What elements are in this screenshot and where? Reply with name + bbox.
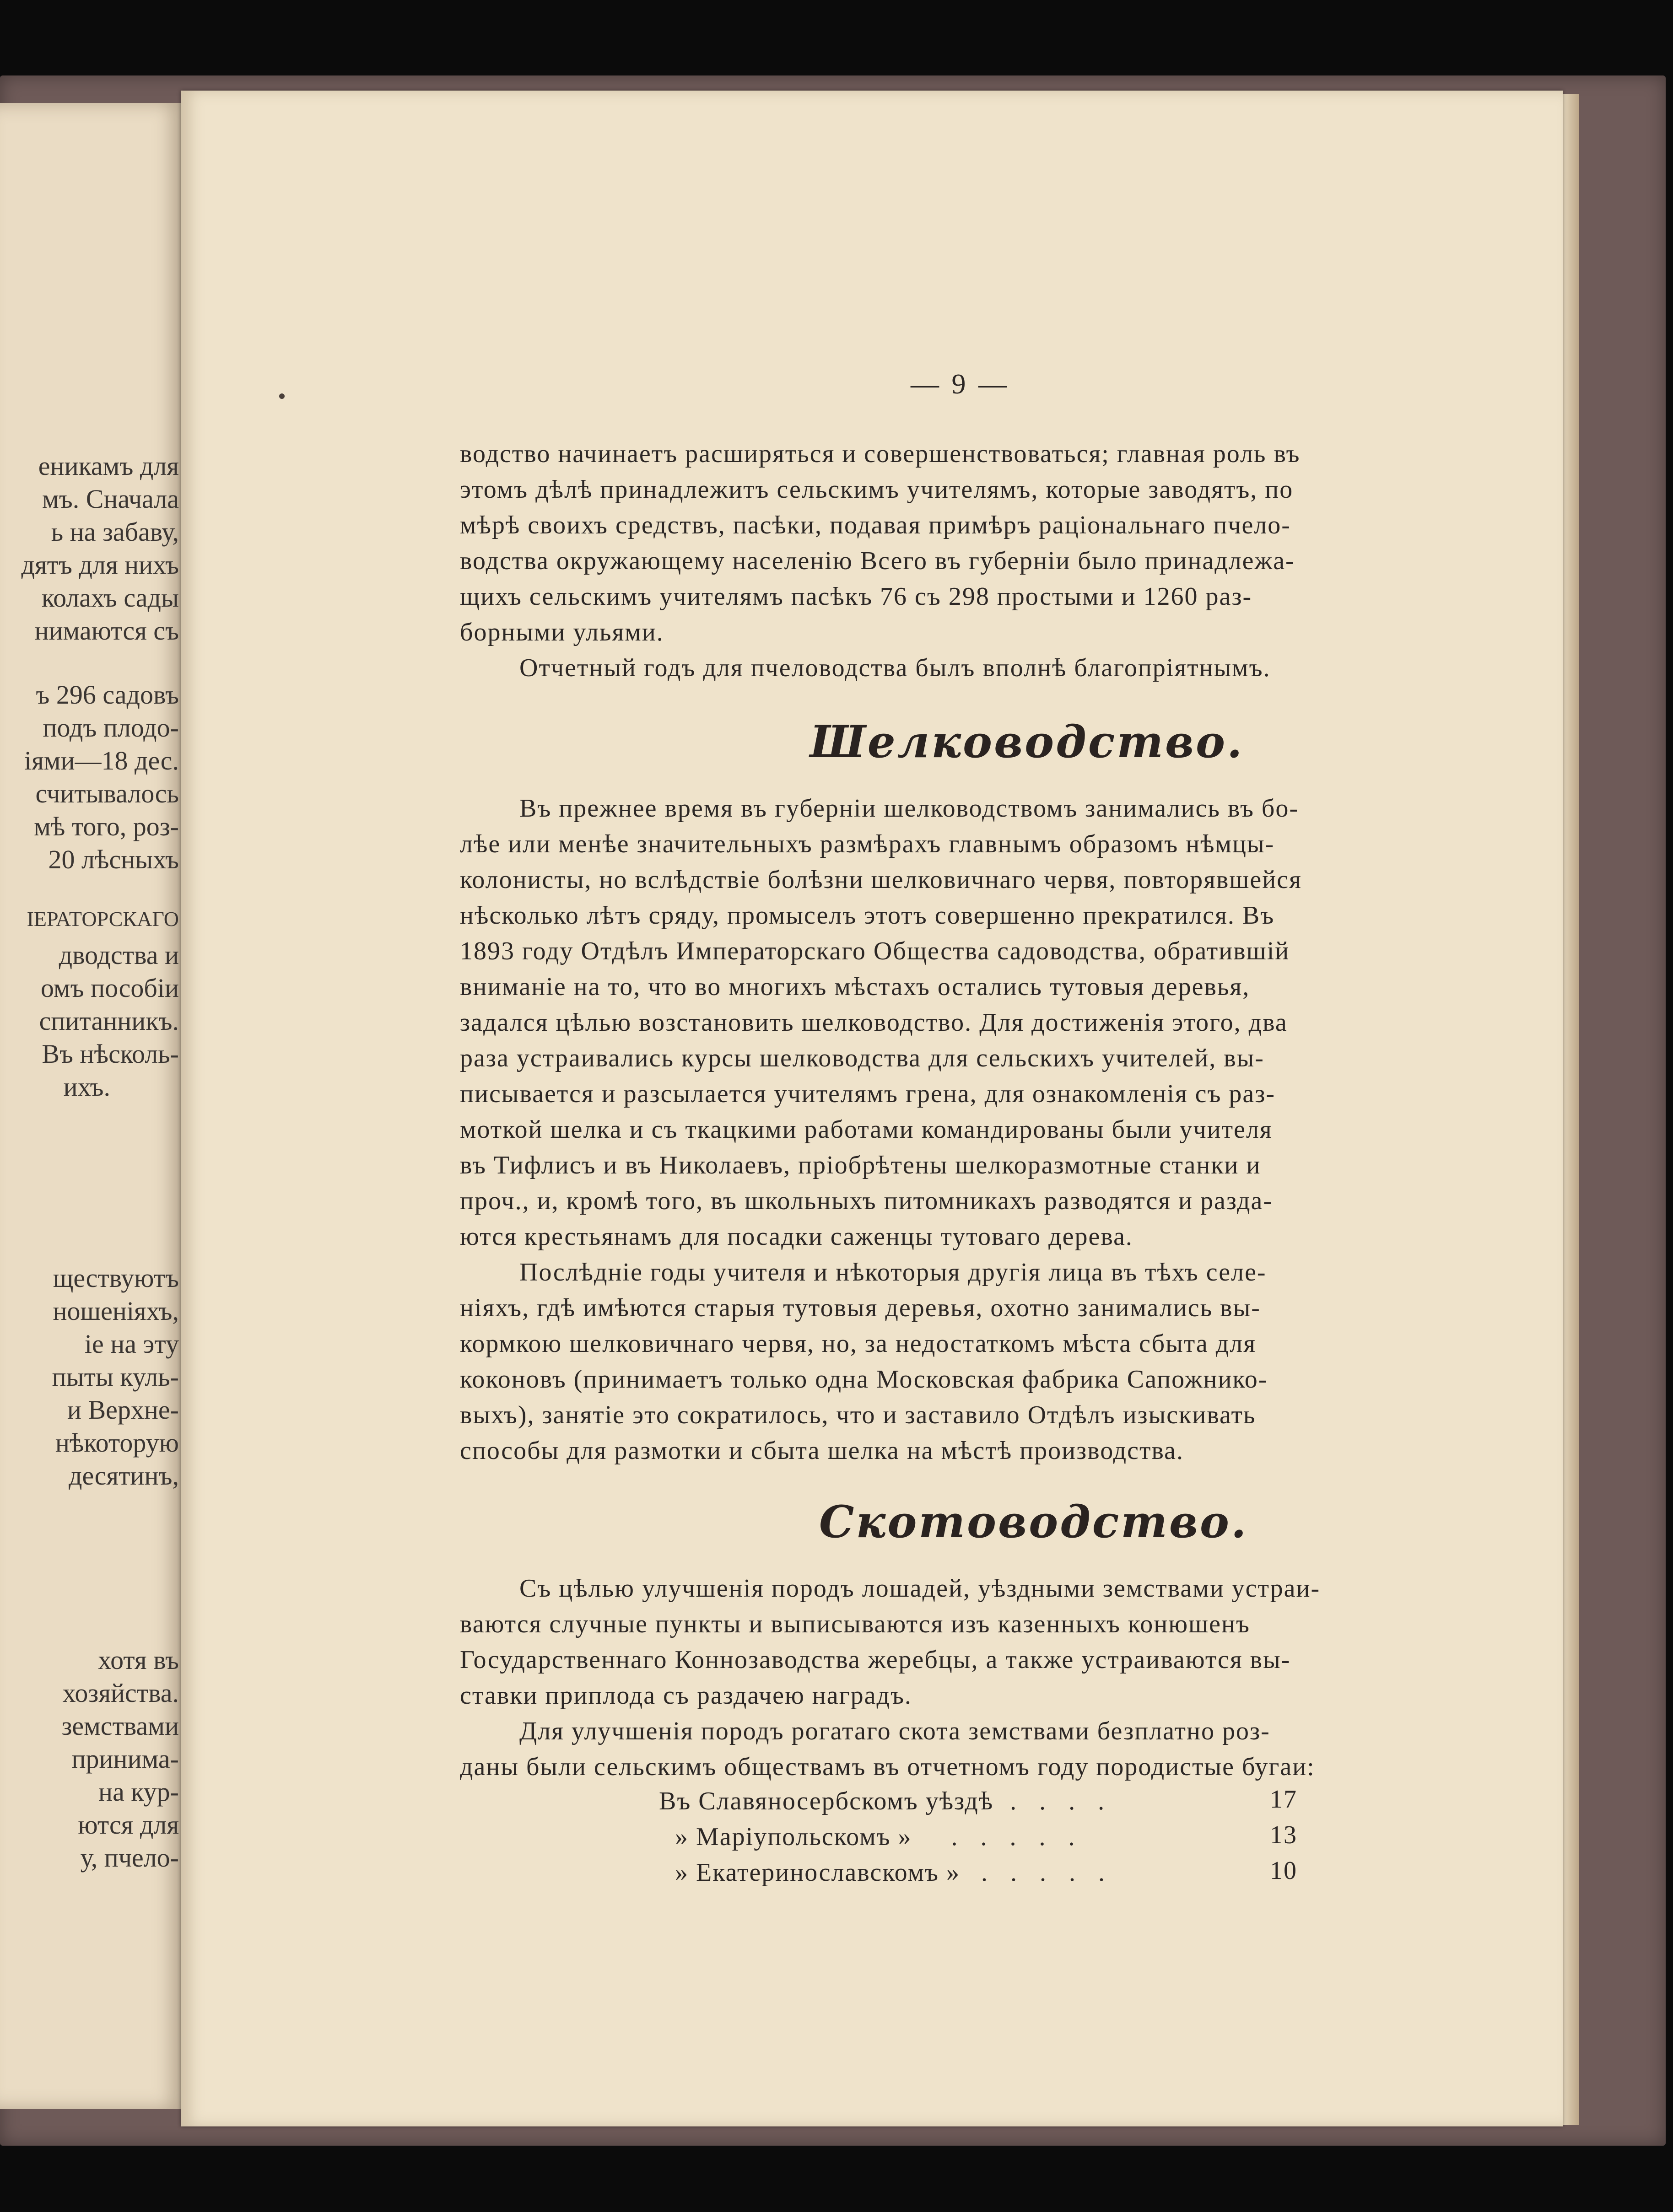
left-line: ъ 296 садовъ [36,680,179,710]
text-line: Послѣдніе годы учителя и нѣкоторыя другія лица въ тѣхъ селе- [519,1258,1267,1286]
left-line: хотя въ [98,1645,179,1675]
left-line: десятинъ, [68,1461,179,1491]
text-line: кормкою шелковичнаго червя, но, за недостаткомъ мѣста сбыта для [460,1329,1256,1358]
left-line: нѣкоторую [55,1428,179,1458]
page-number: — 9 — [911,369,1009,400]
left-line: хозяйства. [62,1678,179,1708]
district-name: » Маріупольскомъ » [675,1823,912,1851]
text-line: лѣе или менѣе значительныхъ размѣрахъ главнымъ образомъ нѣмцы- [460,830,1275,858]
text-line: водство начинаетъ расширяться и совершенствоваться; главная роль въ [460,440,1301,468]
left-line: мѣ того, роз- [34,812,179,841]
left-line: ются для [78,1810,179,1840]
text-line: проч., и, кромѣ того, въ школьныхъ питомникахъ разводятся и разда- [460,1187,1273,1215]
text-line: этомъ дѣлѣ принадлежитъ сельскимъ учителямъ, которые заводятъ, по [460,475,1294,504]
bull-count: 13 [1270,1821,1297,1849]
left-line: 20 лѣсныхъ [48,845,179,874]
left-line: спитанникъ. [39,1006,179,1036]
left-line: ихъ. [63,1072,110,1102]
left-line: ществуютъ [53,1263,179,1293]
left-line: колахъ сады [41,583,179,613]
text-line: ніяхъ, гдѣ имѣются старыя тутовыя деревья, охотно занимались вы- [460,1294,1261,1322]
text-line: выхъ), занятіе это сократилось, что и заставило Отдѣлъ изыскивать [460,1401,1256,1429]
table-row [659,1787,1112,1816]
text-line: Государственнаго Коннозаводства жеребцы, а также устраиваются вы- [460,1646,1291,1674]
left-line: мъ. Сначала [42,484,179,514]
text-line: способы для размотки и сбыта шелка на мѣстѣ производства. [460,1437,1184,1465]
text-line: коконовъ (принимаетъ только одна Московская фабрика Сапожнико- [460,1365,1268,1394]
left-line: пыты куль- [52,1362,179,1392]
left-line: считывалось [35,779,179,808]
leader-dots: . . . . . [951,1823,1083,1851]
right-page [181,91,1563,2126]
district-name: » Екатеринославскомъ » [675,1858,960,1887]
left-line: дводства и [59,940,179,970]
left-line: ІЕРАТОРСКАГО [27,907,179,931]
leader-dots: . . . . . [981,1858,1113,1887]
text-line: моткой шелка и съ ткацкими работами командированы были учителя [460,1115,1273,1144]
section-heading-silk: Шелководство. [810,716,1244,768]
left-line: земствами [61,1711,179,1741]
left-line: нимаются съ [34,616,179,646]
ink-dot [279,393,285,399]
text-line: Съ цѣлью улучшенія породъ лошадей, уѣздными земствами устраи- [519,1574,1321,1603]
text-line: ставки приплода съ раздачею наградъ. [460,1681,912,1710]
left-line: подъ плодо- [43,713,179,743]
left-line: омъ пособіи [41,973,179,1003]
left-line: Въ нѣсколь- [42,1039,179,1069]
text-line: въ Тифлисъ и въ Николаевъ, пріобрѣтены шелкоразмотные станки и [460,1151,1261,1179]
text-line: мѣрѣ своихъ средствъ, пасѣки, подавая примѣръ раціональнаго пчело- [460,511,1291,539]
bull-count: 10 [1270,1857,1297,1885]
text-line: нѣсколько лѣтъ сряду, промыселъ этотъ совершенно прекратился. Въ [460,901,1275,930]
table-row [675,1822,1083,1851]
text-line: раза устраивались курсы шелководства для сельскихъ учителей, вы- [460,1044,1264,1072]
text-line: вниманіе на то, что во многихъ мѣстахъ остались тутовыя деревья, [460,973,1250,1001]
text-line: 1893 году Отдѣлъ Императорскаго Общества садоводства, обратившій [460,937,1290,965]
left-line: у, пчело- [80,1843,179,1873]
text-line: писывается и разсылается учителямъ грена, для ознакомленія съ раз- [460,1080,1276,1108]
left-line: и Верхне- [67,1395,179,1425]
left-page [0,103,185,2109]
text-line: ются крестьянамъ для посадки саженцы тутоваго дерева. [460,1222,1133,1251]
text-line: ваются случные пункты и выписываются изъ казенныхъ конюшенъ [460,1610,1250,1638]
text-line: задался цѣлью возстановить шелководство. Для достиженія этого, два [460,1008,1288,1037]
left-line: дятъ для нихъ [21,550,179,580]
left-line: принима- [71,1744,179,1774]
table-row [675,1858,1113,1887]
text-line: щихъ сельскимъ учителямъ пасѣкъ 76 съ 298 простыми и 1260 раз- [460,582,1252,611]
text-line: колонисты, но вслѣдствіе болѣзни шелковичнаго червя, повторявшейся [460,866,1302,894]
left-line: ношеніяхъ, [53,1296,179,1326]
text-line: Въ прежнее время въ губерніи шелководствомъ занимались въ бо- [519,794,1299,823]
district-name: Въ Славяносербскомъ уѣздѣ [659,1787,994,1815]
left-line: іями—18 дес. [24,746,179,775]
text-line: даны были сельскимъ обществамъ въ отчетномъ году породистые бугаи: [460,1753,1315,1781]
text-line: Отчетный годъ для пчеловодства былъ вполнѣ благопріятнымъ. [519,654,1271,682]
left-line: на кур- [98,1777,179,1807]
bull-count: 17 [1270,1785,1297,1814]
left-line: ь на забаву, [51,517,179,547]
left-line: еникамъ для [38,451,179,481]
leader-dots: . . . . [1010,1787,1113,1815]
section-heading-cattle: Скотоводство. [819,1496,1248,1548]
left-line: іе на эту [84,1329,179,1359]
text-line: борными ульями. [460,618,664,646]
text-line: Для улучшенія породъ рогатаго скота земствами безплатно роз- [519,1717,1270,1745]
text-line: водства окружающему населенію Всего въ губерніи было принадлежа- [460,547,1295,575]
